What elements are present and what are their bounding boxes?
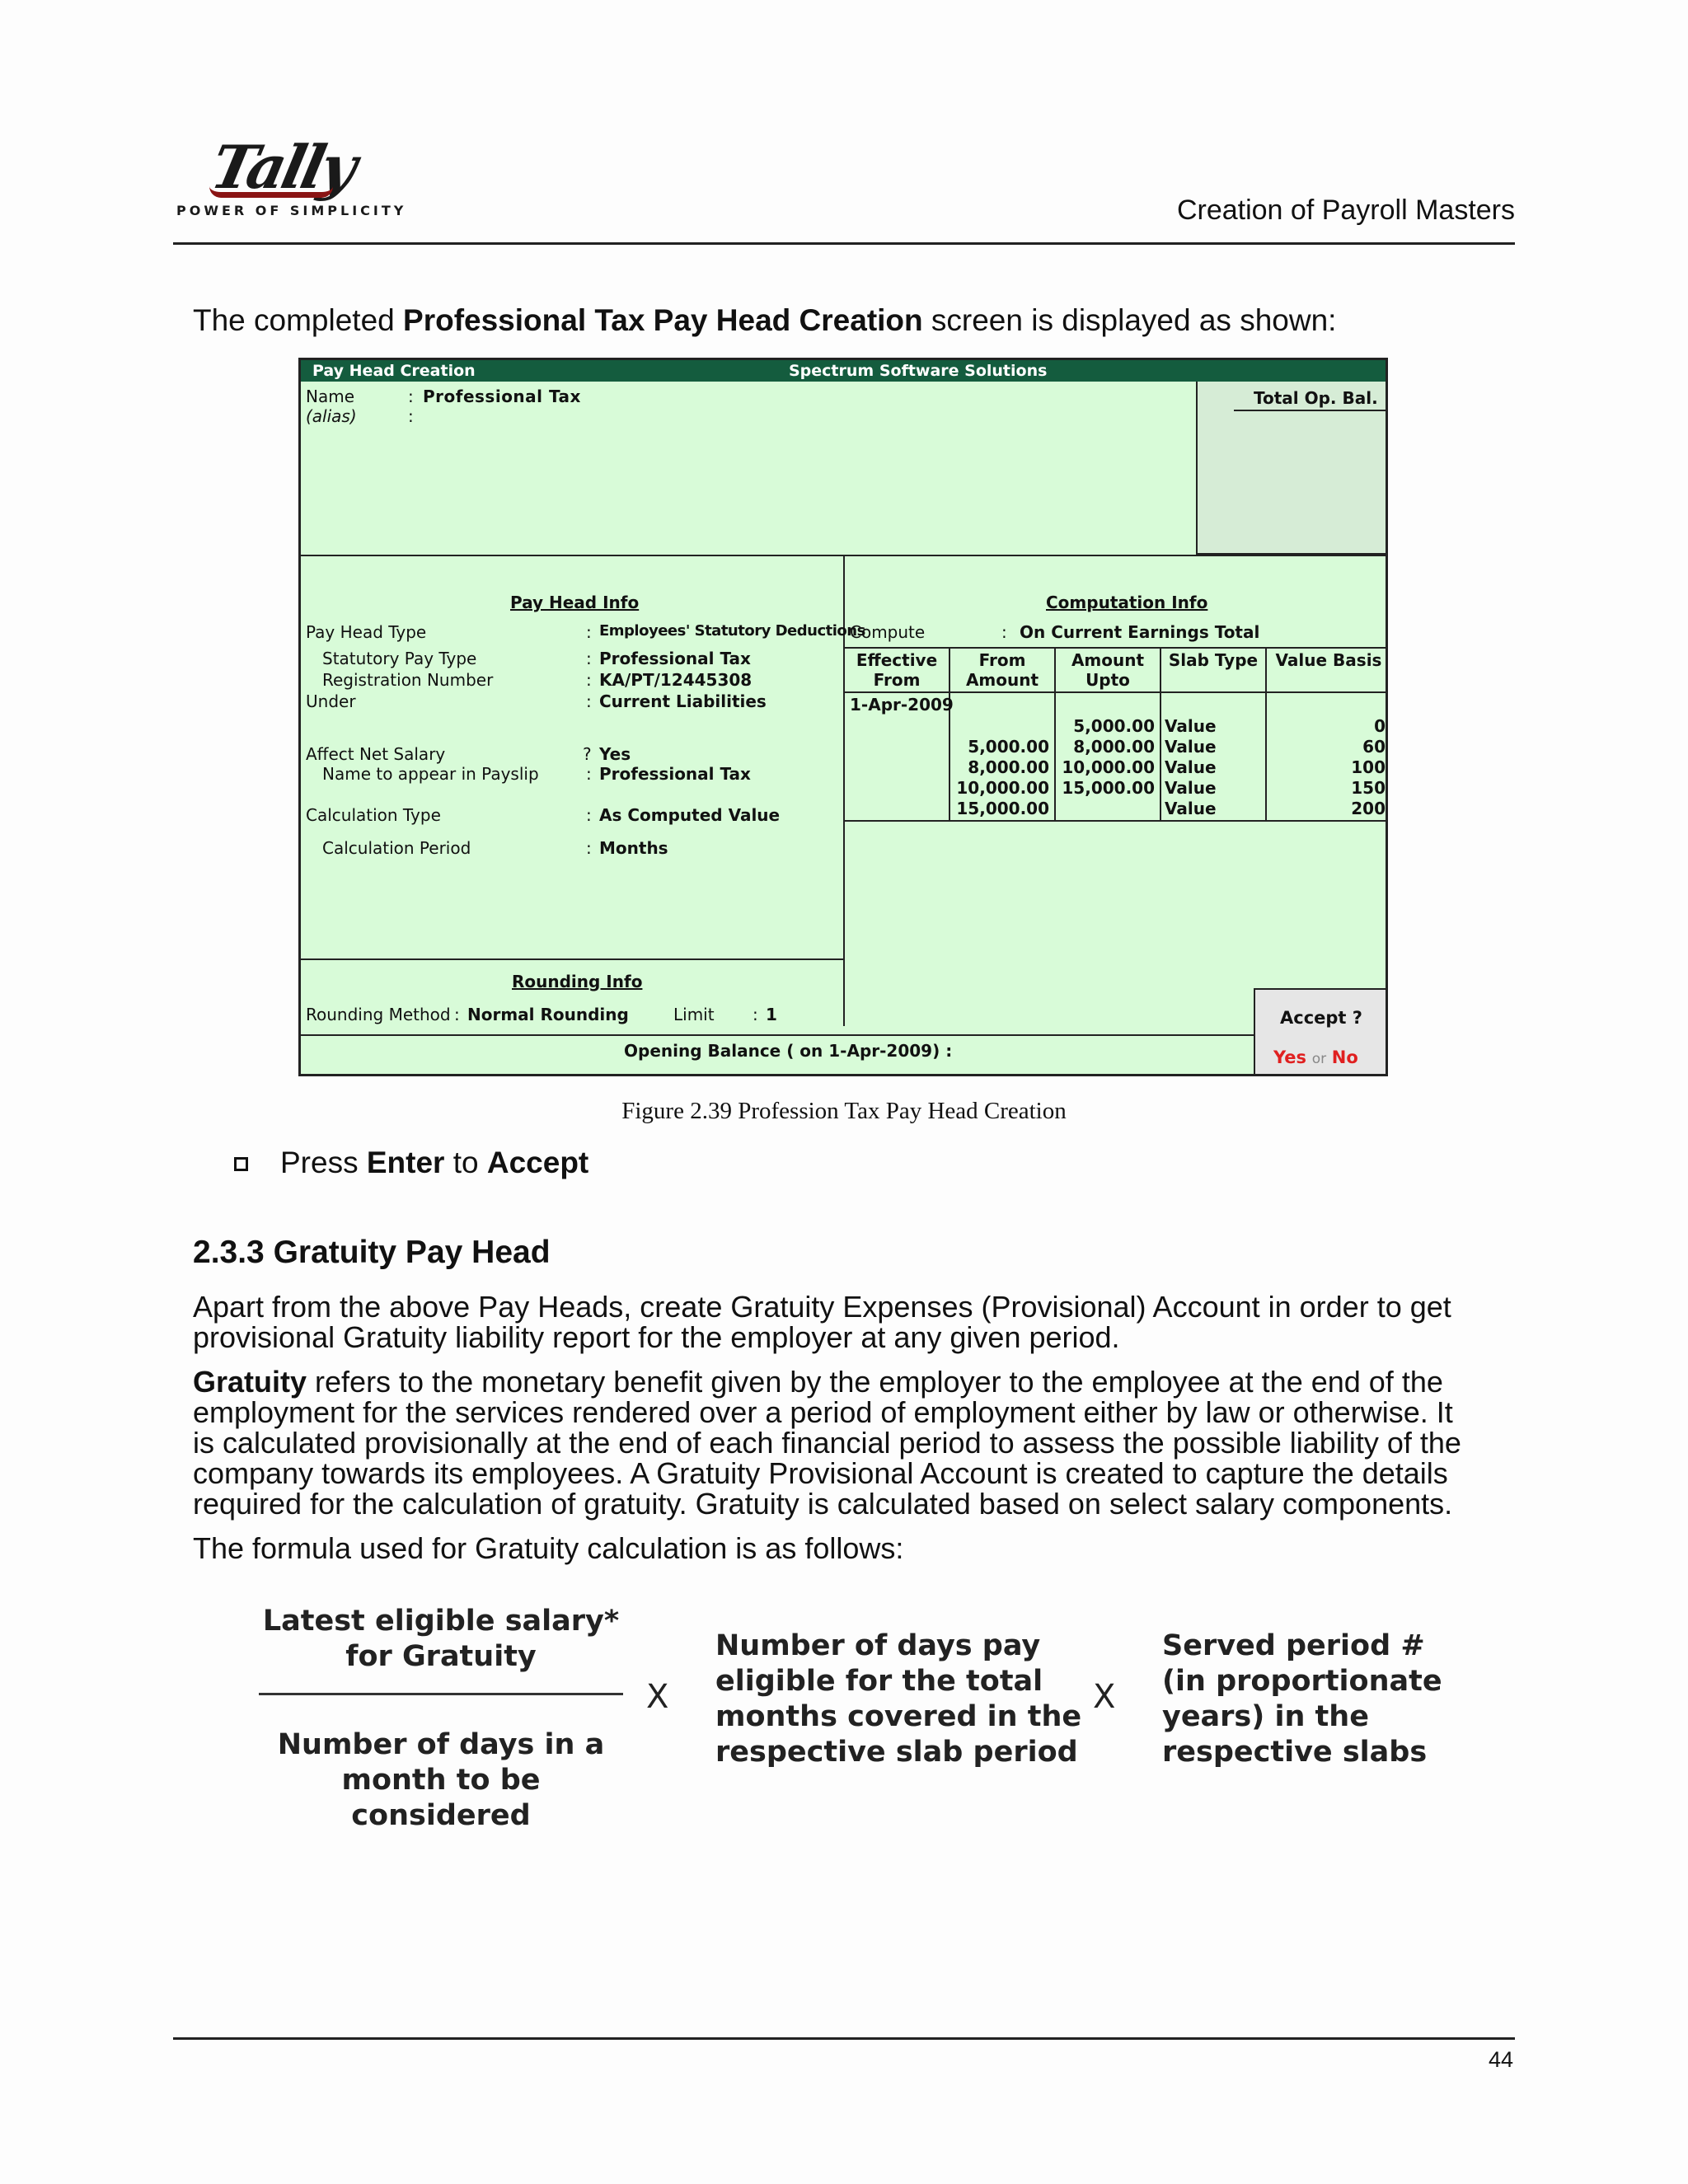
limit-value[interactable]: 1 [766, 1005, 777, 1024]
calculation-period-sep: : [586, 838, 592, 858]
name-sep: : [408, 387, 414, 406]
screen-title: Pay Head Creation [312, 362, 476, 380]
section-heading: 2.3.3 Gratuity Pay Head [193, 1235, 551, 1270]
under-label: Under [306, 691, 356, 711]
formula-denominator-line: Number of days in a [277, 1728, 605, 1761]
alias-sep: : [408, 406, 414, 426]
name-field[interactable]: Professional Tax [423, 387, 581, 406]
slab-from[interactable]: 5,000.00 [968, 737, 1049, 757]
col-header-amount-upto: Upto [1085, 670, 1130, 690]
payslip-name-value[interactable]: Professional Tax [599, 764, 751, 784]
rounding-info-heading: Rounding Info [512, 972, 643, 991]
paragraph-line: provisional Gratuity liability report for the employer at any given period. [193, 1320, 1120, 1354]
col-header-from-amount: Amount [965, 670, 1039, 690]
under-sep: : [586, 691, 592, 711]
col-header-from: From [978, 650, 1026, 670]
compute-value[interactable]: On Current Earnings Total [1020, 622, 1260, 642]
affect-net-salary-sep: ? [583, 744, 592, 764]
slab-from[interactable]: 15,000.00 [956, 799, 1049, 818]
name-label: Name [306, 387, 355, 406]
formula-right-line: Served period # [1162, 1629, 1425, 1662]
col-header-slab-type: Slab Type [1168, 650, 1259, 670]
divider [301, 1034, 1255, 1036]
alias-field[interactable] [423, 406, 670, 424]
chapter-title: Creation of Payroll Masters [1176, 194, 1515, 226]
slab-value[interactable]: 200 [1351, 799, 1386, 818]
company-name: Spectrum Software Solutions [789, 362, 1048, 380]
slab-type[interactable]: Value [1165, 778, 1217, 798]
effective-date[interactable]: 1-Apr-2009 [850, 695, 954, 715]
slab-value[interactable]: 100 [1351, 757, 1386, 777]
logo-tagline: POWER OF SIMPLICITY [176, 203, 407, 218]
pay-head-type-label: Pay Head Type [306, 622, 427, 642]
divider [845, 691, 1388, 693]
slab-from[interactable]: 10,000.00 [956, 778, 1049, 798]
pay-head-type-value[interactable]: Employees' Statutory Deductions [599, 622, 865, 640]
col-header-effective-from: From [873, 670, 921, 690]
multiply-sign: X [1093, 1678, 1116, 1716]
calculation-period-label: Calculation Period [322, 838, 471, 858]
formula-right-line: respective slabs [1162, 1736, 1428, 1769]
paragraph-formula-intro: The formula used for Gratuity calculation is as follows: [193, 1531, 904, 1565]
intro-prefix: The completed [193, 303, 404, 337]
footer-divider [173, 2037, 1515, 2040]
accept-question: Accept ? [1280, 1008, 1362, 1028]
paragraph-line [193, 1366, 1495, 1397]
formula-middle-line: eligible for the total [715, 1665, 1043, 1698]
computation-info-heading: Computation Info [1046, 593, 1208, 612]
accept-yes-button[interactable]: Yes [1273, 1047, 1307, 1067]
divider [845, 820, 1388, 822]
accept-dialog [1254, 988, 1388, 1076]
bullet-action: Accept [486, 1146, 589, 1179]
formula-numerator-line: for Gratuity [345, 1640, 537, 1673]
formula-denominator-line: month to be considered [341, 1764, 541, 1832]
intro-suffix: screen is displayed as shown: [922, 303, 1337, 337]
formula-middle-line: Number of days pay [715, 1629, 1041, 1662]
pay-head-info-heading: Pay Head Info [510, 593, 640, 612]
formula-middle-line: months covered in the [715, 1700, 1082, 1733]
divider [845, 647, 1388, 649]
calculation-type-sep: : [586, 805, 592, 825]
paragraph-line: Apart from the above Pay Heads, create Gratuity Expenses (Provisional) Account in order to get [193, 1290, 1451, 1324]
slab-value[interactable]: 150 [1351, 778, 1386, 798]
formula-numerator-line: Latest eligible salary* [262, 1605, 620, 1638]
pay-head-type-sep: : [586, 622, 592, 642]
tally-logo [176, 132, 407, 223]
slab-type[interactable]: Value [1165, 757, 1217, 777]
bullet-prefix: Press [280, 1146, 367, 1179]
slab-upto[interactable]: 10,000.00 [1062, 757, 1155, 777]
calculation-type-label: Calculation Type [306, 805, 441, 825]
slab-type[interactable]: Value [1165, 737, 1217, 757]
paragraph-text: refers to the monetary benefit given by the employer to the employee at the end of the [307, 1365, 1443, 1399]
affect-net-salary-label: Affect Net Salary [306, 744, 446, 764]
paragraph-line: employment for the services rendered over a period of employment either by law or otherwise. It [193, 1395, 1453, 1429]
fraction-bar [259, 1693, 623, 1695]
limit-label: Limit [673, 1005, 715, 1024]
rounding-method-label: Rounding Method [306, 1005, 451, 1024]
limit-sep: : [753, 1005, 758, 1024]
divider [1160, 647, 1161, 822]
formula-right-line: (in proportionate [1162, 1665, 1442, 1698]
calculation-type-value[interactable]: As Computed Value [599, 805, 781, 825]
slab-upto[interactable]: 5,000.00 [1073, 716, 1155, 736]
slab-value[interactable]: 0 [1374, 716, 1386, 736]
registration-number-sep: : [586, 670, 592, 690]
opening-balance-label: Opening Balance ( on 1-Apr-2009) : [624, 1041, 953, 1061]
paragraph-intro [193, 1291, 1495, 1352]
slab-type[interactable]: Value [1165, 799, 1217, 818]
slab-value[interactable]: 60 [1362, 737, 1386, 757]
col-header-value-basis: Value Basis [1275, 650, 1382, 670]
bullet-mid: to [444, 1146, 487, 1179]
under-value[interactable]: Current Liabilities [599, 691, 767, 711]
multiply-sign: X [646, 1678, 669, 1716]
rounding-method-value[interactable]: Normal Rounding [467, 1005, 629, 1024]
total-op-bal-heading: Total Op. Bal. [1234, 388, 1388, 411]
rounding-method-sep: : [454, 1005, 460, 1024]
logo-swoosh [209, 186, 333, 198]
accept-or-text: or [1311, 1051, 1327, 1067]
bullet-key: Enter [366, 1146, 445, 1179]
accept-options [1273, 1047, 1358, 1067]
compute-sep: : [1001, 622, 1007, 642]
col-header-effective: Effective [856, 650, 938, 670]
header-divider [173, 242, 1515, 245]
figure-caption: Figure 2.39 Profession Tax Pay Head Creation [621, 1098, 1067, 1124]
intro-sentence [193, 303, 1336, 338]
bullet-square-icon [234, 1157, 248, 1171]
slab-type[interactable]: Value [1165, 716, 1217, 736]
paragraph-gratuity [193, 1366, 1495, 1519]
total-op-bal-panel [1196, 382, 1388, 555]
statutory-pay-type-label: Statutory Pay Type [322, 649, 477, 668]
calculation-period-value[interactable]: Months [599, 838, 668, 858]
paragraph-line: is calculated provisionally at the end of each financial period to assess the possible liability of the [193, 1426, 1461, 1460]
statutory-pay-type-sep: : [586, 649, 592, 668]
formula-right-line: years) in the [1162, 1700, 1369, 1733]
intro-bold: Professional Tax Pay Head Creation [403, 303, 923, 337]
payslip-name-sep: : [586, 764, 592, 784]
paragraph-line: required for the calculation of gratuity. Gratuity is calculated based on select salary components. [193, 1487, 1453, 1521]
formula-middle-term [715, 1629, 1081, 1770]
accept-no-button[interactable]: No [1331, 1047, 1358, 1067]
slab-upto[interactable]: 15,000.00 [1062, 778, 1155, 798]
registration-number-value[interactable]: KA/PT/12445308 [599, 670, 753, 690]
logo-wordmark: Tally [204, 132, 360, 202]
formula-middle-line: respective slab period [715, 1736, 1078, 1769]
bullet-instruction [280, 1146, 588, 1180]
compute-label: Compute [850, 622, 926, 642]
formula-right-term [1162, 1629, 1442, 1770]
slab-from[interactable]: 8,000.00 [968, 757, 1049, 777]
divider [301, 958, 845, 960]
affect-net-salary-value[interactable]: Yes [599, 744, 631, 764]
formula-numerator [259, 1604, 623, 1675]
paragraph-line: company towards its employees. A Gratuity Provisional Account is created to capture the details [193, 1456, 1448, 1490]
pay-head-creation-screen [298, 358, 1388, 1076]
alias-label: (alias) [306, 406, 357, 426]
statutory-pay-type-value[interactable]: Professional Tax [599, 649, 751, 668]
registration-number-label: Registration Number [322, 670, 494, 690]
screen-titlebar [301, 360, 1386, 382]
slab-upto[interactable]: 8,000.00 [1073, 737, 1155, 757]
gratuity-term: Gratuity [193, 1365, 307, 1399]
payslip-name-label: Name to appear in Payslip [322, 764, 539, 784]
formula-denominator [259, 1727, 623, 1834]
page-number: 44 [1488, 2047, 1513, 2072]
col-header-amount: Amount [1071, 650, 1145, 670]
